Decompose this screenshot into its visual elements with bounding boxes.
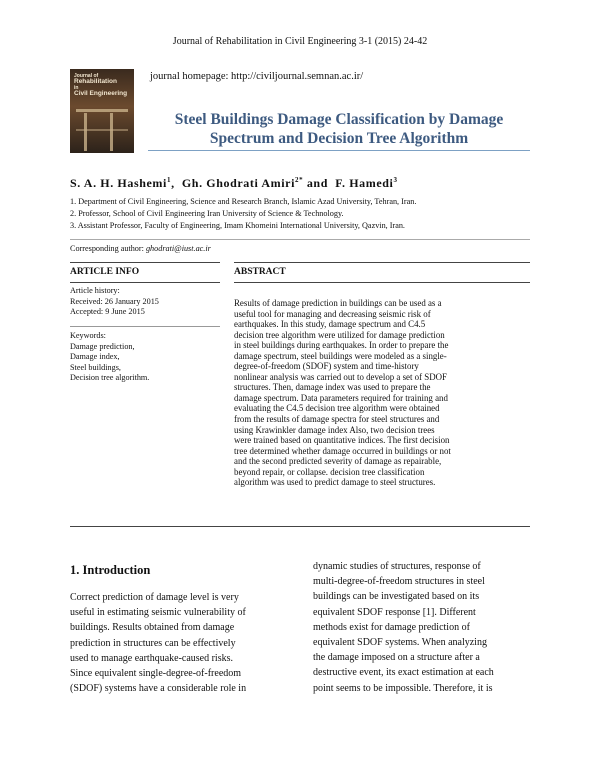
body-line: buildings. Results obtained from damage <box>70 622 235 634</box>
author-affil-mark: 3 <box>393 176 398 184</box>
intro-left-column <box>70 590 287 696</box>
body-line: prediction in structures can be effectively <box>70 637 236 649</box>
paper-title <box>148 110 530 148</box>
body-line: dynamic studies of structures, response of <box>313 561 481 572</box>
intro-right-column <box>313 559 530 696</box>
abstract-line: nonlinear analysis was carried out to develop a set of SDOF <box>234 371 447 382</box>
abstract-line: using Krawinkler damage index Also, two decision trees <box>234 424 435 435</box>
abstract-line: tree determined whether damage occurred in buildings or not <box>234 445 451 456</box>
abstract-bottom-rule <box>70 526 530 527</box>
abstract-line: Results of damage prediction in buildings can be used as a <box>234 298 442 308</box>
history-divider <box>70 326 220 327</box>
body-line: the damage imposed on a structure after a <box>313 652 480 664</box>
body-line: multi-degree-of-freedom structures in steel <box>313 576 485 588</box>
abstract-line: algorithm was used to predict damage to steel structures. <box>234 477 436 488</box>
author-name: S. A. H. Hashemi <box>70 176 167 190</box>
keyword: Decision tree algorithm. <box>70 373 150 382</box>
title-divider <box>148 150 530 151</box>
author-name: Gh. Ghodrati Amiri <box>181 176 296 190</box>
body-line: methods exist for damage prediction of <box>313 621 470 633</box>
body-line: used to manage earthquake-caused risks. <box>70 652 233 664</box>
abstract-line: evaluating the C4.5 decision tree algorithm were obtained <box>234 403 440 414</box>
affiliation-divider <box>70 239 530 240</box>
affiliation-1: 1. Department of Civil Engineering, Science and Research Branch, Islamic Azad University, Tehran, Iran. <box>70 197 417 206</box>
body-line: Correct prediction of damage level is very <box>70 592 239 603</box>
article-info-heading: ARTICLE INFO <box>70 267 140 277</box>
article-info-top-rule <box>70 262 220 263</box>
abstract-line: structures. Then, damage index was used to prepare the <box>234 382 431 393</box>
body-line: equivalent SDOF systems. When analyzing <box>313 637 487 649</box>
author-list: S. A. H. Hashemi$^1$, Gh. Ghodrati Amiri$^{2*}$ and F. Hamedi$^3$ <box>70 176 398 190</box>
body-line: destructive event, its exact estimation at each <box>313 667 494 679</box>
abstract-line: from the results of damage spectra for steel structures and <box>234 414 440 425</box>
accepted-date: Accepted: 9 June 2015 <box>70 307 145 316</box>
journal-homepage-link[interactable]: journal homepage: http://civiljournal.semnan.ac.ir/ <box>150 71 364 82</box>
abstract-line: and the second predicted severity of damage as repairable, <box>234 456 442 467</box>
article-info-heading-rule <box>70 282 220 283</box>
title-line-2: Spectrum and Decision Tree Algorithm <box>209 130 469 147</box>
abstract-line: damage spectrum. Data parameters required for training and <box>234 392 448 403</box>
cover-title: Journal of Rehabilitation in Civil Engineering <box>74 73 128 97</box>
abstract-line: were trained based on quantitative indices. The first decision <box>234 435 450 446</box>
title-line-1: Steel Buildings Damage Classification by Damage <box>174 111 504 128</box>
abstract-top-rule <box>234 262 530 263</box>
journal-citation: Journal of Rehabilitation in Civil Engineering 3-1 (2015) 24-42 <box>172 36 428 47</box>
abstract-line: decision tree algorithm were utilized for damage prediction <box>234 329 445 340</box>
body-line: Since equivalent single-degree-of-freedom <box>70 668 242 680</box>
abstract-heading: ABSTRACT <box>234 267 286 277</box>
abstract-body <box>234 298 530 488</box>
keywords-block <box>70 331 149 384</box>
abstract-line: in steel buildings during earthquakes. In order to prepare the <box>234 340 449 351</box>
author-affil-mark: 2* <box>295 176 304 184</box>
abstract-heading-rule <box>234 282 530 283</box>
body-line: (SDOF) systems have a considerable role in <box>70 683 247 695</box>
body-line: buildings can be investigated based on its <box>313 591 480 603</box>
author-affil-mark: 1 <box>166 176 172 184</box>
abstract-line: earthquakes. In this study, damage spectrum and C4.5 <box>234 319 426 330</box>
affiliation-2: 2. Professor, School of Civil Engineering Iran University of Science & Technology. <box>70 209 344 218</box>
keywords-label: Keywords: <box>70 331 106 340</box>
author-name: F. Hamedi <box>335 176 394 190</box>
history-label: Article history: <box>70 286 120 295</box>
corresponding-email[interactable]: ghodrati@iust.ac.ir <box>145 244 211 253</box>
keyword: Steel buildings, <box>70 362 121 372</box>
abstract-line: beyond repair, or collapse. decision tree classification <box>234 466 425 477</box>
body-line: useful in estimating seismic vulnerability of <box>70 607 246 619</box>
abstract-line: useful tool for managing and decreasing seismic risk of <box>234 308 431 319</box>
abstract-line: degree-of-freedom (SDOF) system and time-history <box>234 361 419 372</box>
article-history <box>70 286 159 318</box>
keyword: Damage index, <box>70 352 120 361</box>
affiliation-3: 3. Assistant Professor, Faculty of Engineering, Imam Khomeini International University, Qazvin, Iran. <box>70 221 405 230</box>
corresponding-author: Corresponding author: ghodrati@iust.ac.ir <box>70 244 211 253</box>
received-date: Received: 26 January 2015 <box>70 296 159 306</box>
body-line: point seems to be impossible. Therefore, it is <box>313 682 493 694</box>
abstract-line: damage spectrum, steel buildings were modeled as a single- <box>234 350 447 361</box>
body-line: equivalent SDOF response [1]. Different <box>313 606 476 618</box>
introduction-heading: 1. Introduction <box>70 563 151 577</box>
keyword: Damage prediction, <box>70 341 135 351</box>
journal-cover-image <box>70 69 134 153</box>
